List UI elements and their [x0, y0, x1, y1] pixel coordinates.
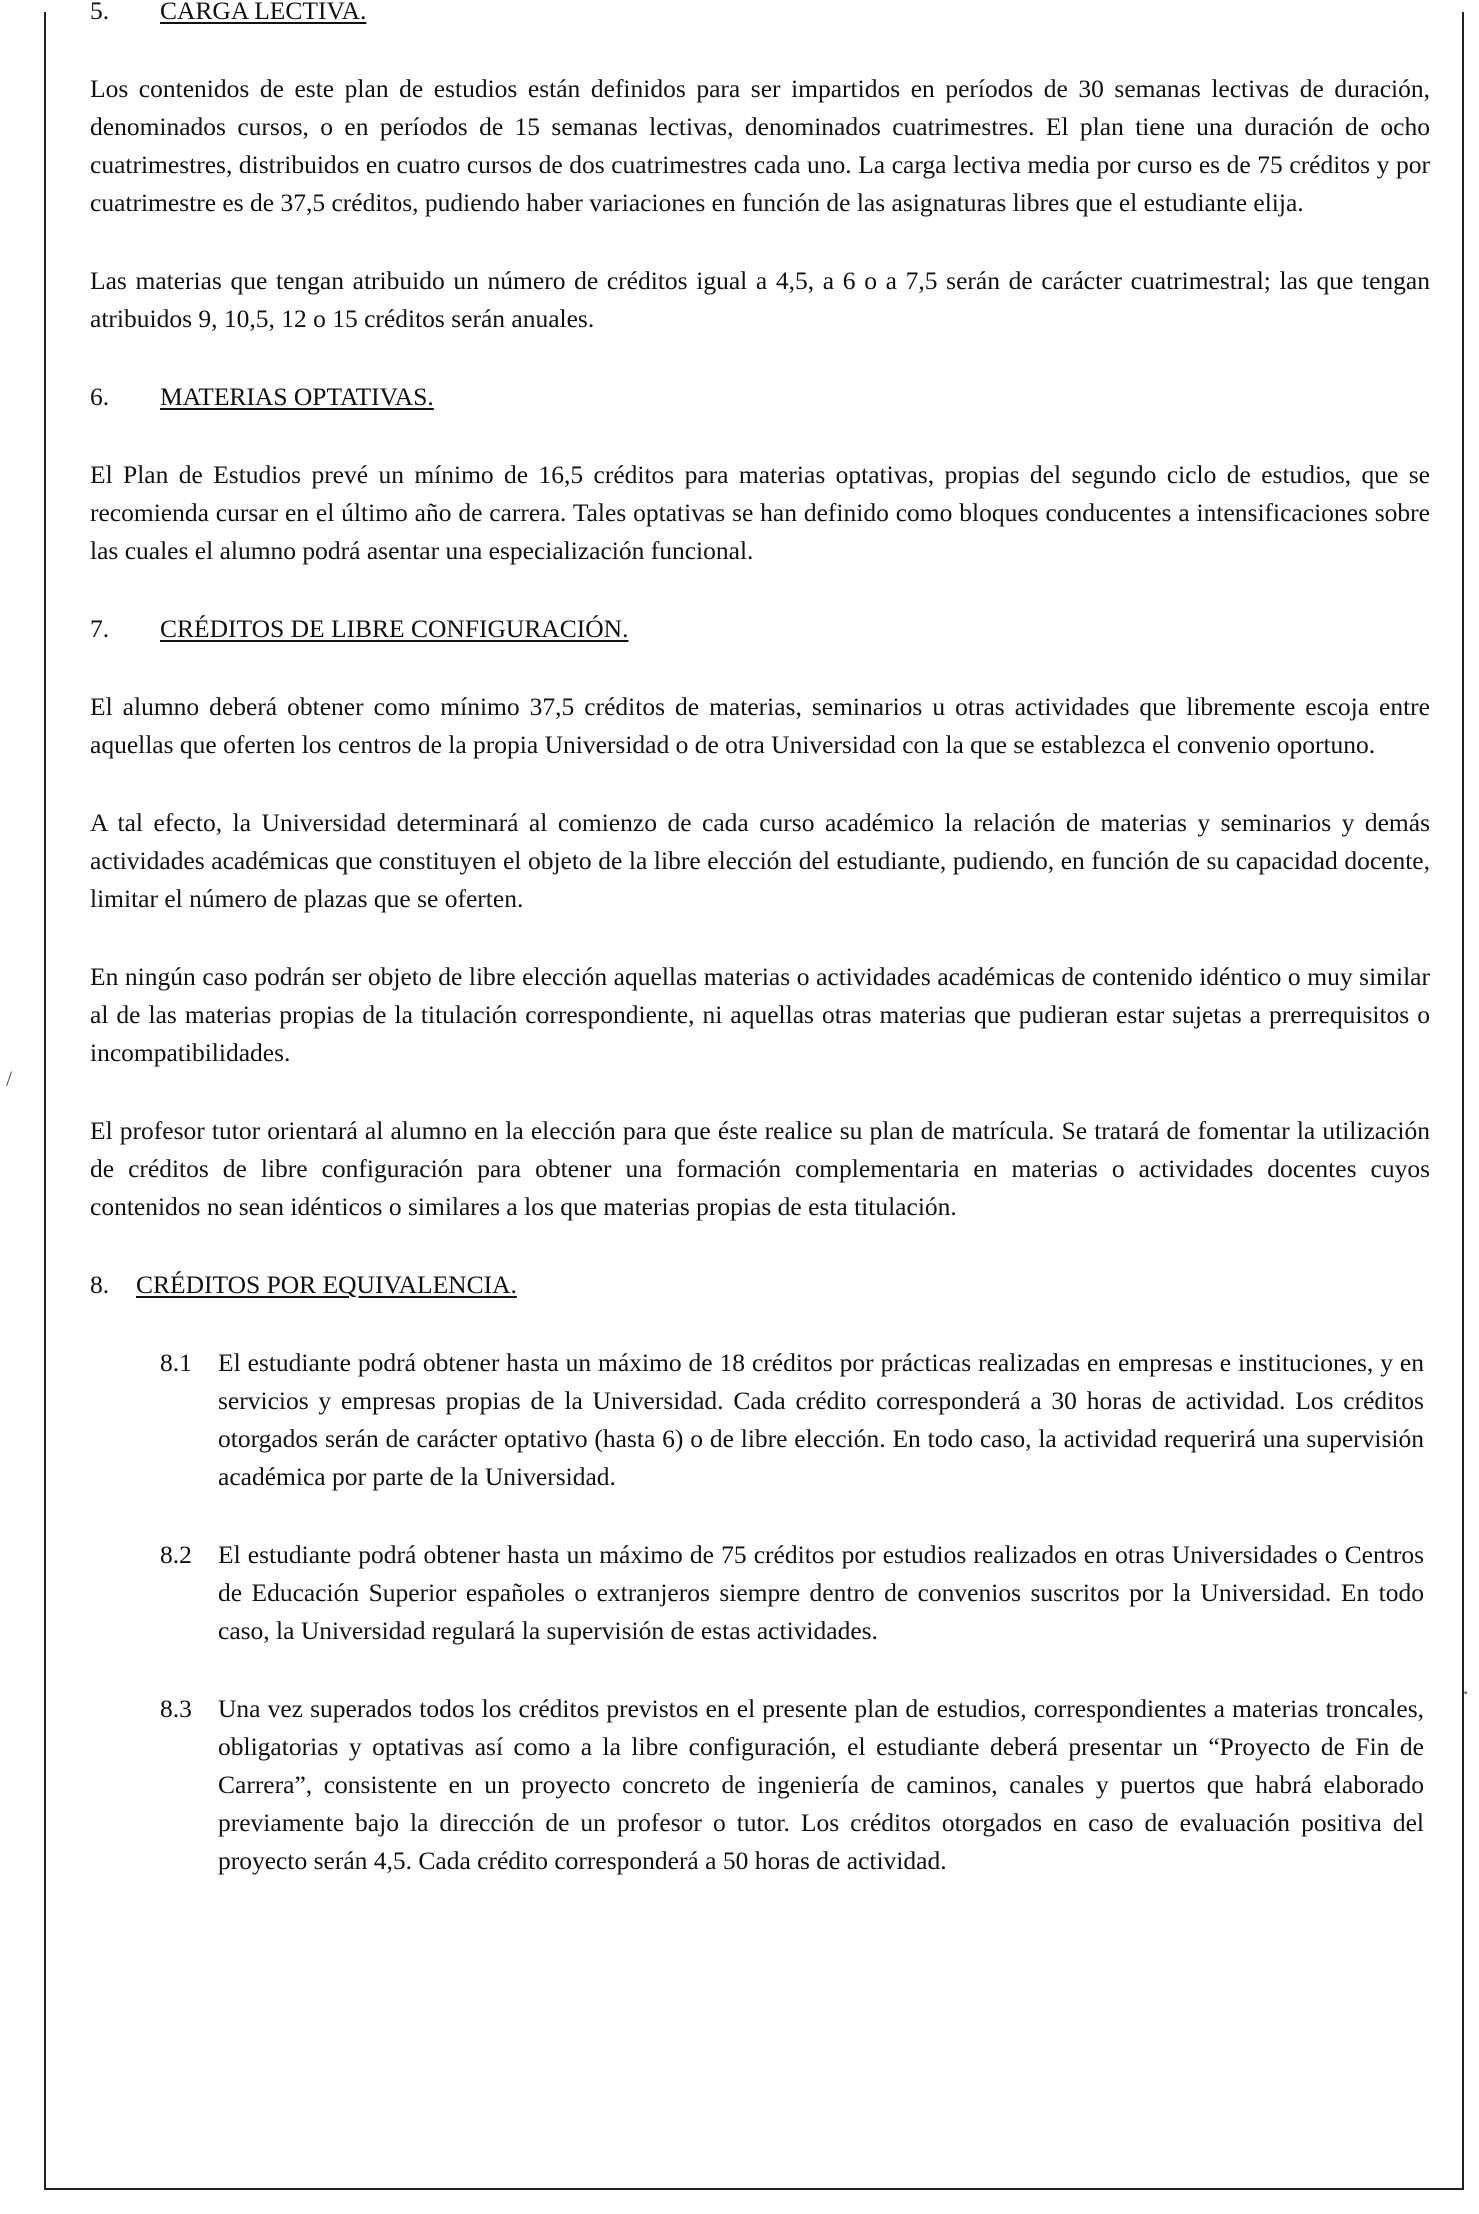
paragraph: El Plan de Estudios prevé un mínimo de 16,5 créditos para materias optativas, propias del segundo ciclo de estudios, que se recomienda cursar en el último año de carrera. Tales optativas se han definido como bloques conducentes a intensificaciones sobre las cuales el alumno podrá asentar una especialización funcional.	[90, 460, 1430, 565]
section-number: 8.	[90, 1270, 110, 1299]
section-8-heading	[90, 1266, 1430, 1304]
section-title: CARGA LECTIVA.	[160, 0, 367, 25]
subsection-number: 8.1	[160, 1348, 192, 1377]
scan-mark: ·	[1462, 1680, 1470, 1705]
paragraph: En ningún caso podrán ser objeto de libre elección aquellas materias o actividades académicas de contenido idéntico o muy similar al de las materias propias de la titulación correspondiente, ni aquellas otras materias que pudieran estar sujetas a prerrequisitos o incompatibilidades.	[90, 962, 1430, 1067]
section-title: CRÉDITOS DE LIBRE CONFIGURACIÓN.	[160, 614, 629, 643]
scan-mark: /	[6, 1066, 13, 1091]
subsection-text: El estudiante podrá obtener hasta un máximo de 18 créditos por prácticas realizadas en empresas e instituciones, y en servicios y empresas propias de la Universidad. Cada crédito corresponderá a 30 horas de actividad. Los créditos otorgados serán de carácter optativo (hasta 6) o de libre elección. En todo caso, la actividad requerirá una supervisión académica por parte de la Universidad.	[218, 1348, 1424, 1491]
paragraph: El alumno deberá obtener como mínimo 37,5 créditos de materias, seminarios u otras actividades que libremente escoja entre aquellas que oferten los centros de la propia Universidad o de otra Universidad con la que se establezca el convenio oportuno.	[90, 692, 1430, 759]
section-number: 6.	[90, 382, 110, 411]
paragraph: Las materias que tengan atribuido un número de créditos igual a 4,5, a 6 o a 7,5 serán de carácter cuatrimestral; las que tengan atribuidos 9, 10,5, 12 o 15 créditos serán anuales.	[90, 266, 1430, 333]
paragraph: Los contenidos de este plan de estudios están definidos para ser impartidos en períodos de 30 semanas lectivas de duración, denominados cursos, o en períodos de 15 semanas lectivas, denominados cuatrimestres. El plan tiene una duración de ocho cuatrimestres, distribuidos en cuatro cursos de dos cuatrimestres cada uno. La carga lectiva media por curso es de 75 créditos y por cuatrimestre es de 37,5 créditos, pudiendo haber variaciones en función de las asignaturas libres que el estudiante elija.	[90, 74, 1430, 217]
subsection-8-3	[160, 1690, 1430, 1880]
document-page	[90, 0, 1430, 1880]
section-5-heading	[90, 0, 1430, 30]
subsection-8-1	[160, 1344, 1430, 1496]
subsection-number: 8.2	[160, 1540, 192, 1569]
paragraph: El profesor tutor orientará al alumno en la elección para que éste realice su plan de matrícula. Se tratará de fomentar la utilización de créditos de libre configuración para obtener una formación complementaria en materias o actividades docentes cuyos contenidos no sean idénticos o similares a los que materias propias de esta titulación.	[90, 1116, 1430, 1221]
subsection-8-2	[160, 1536, 1430, 1650]
section-number: 7.	[90, 614, 110, 643]
section-title: MATERIAS OPTATIVAS.	[160, 382, 434, 411]
subsection-text: El estudiante podrá obtener hasta un máximo de 75 créditos por estudios realizados en otras Universidades o Centros de Educación Superior españoles o extranjeros siempre dentro de convenios suscritos por la Universidad. En todo caso, la Universidad regulará la supervisión de estas actividades.	[218, 1540, 1424, 1645]
subsection-number: 8.3	[160, 1694, 192, 1723]
section-7-heading	[90, 610, 1430, 648]
subsection-text: Una vez superados todos los créditos previstos en el presente plan de estudios, correspondientes a materias troncales, obligatorias y optativas así como a la libre configuración, el estudiante deberá presentar un “Proyecto de Fin de Carrera”, consistente en un proyecto concreto de ingeniería de caminos, canales y puertos que habrá elaborado previamente bajo la dirección de un profesor o tutor. Los créditos otorgados en caso de evaluación positiva del proyecto serán 4,5. Cada crédito corresponderá a 50 horas de actividad.	[218, 1694, 1424, 1875]
section-6-heading	[90, 378, 1430, 416]
section-number: 5.	[90, 0, 110, 25]
paragraph: A tal efecto, la Universidad determinará al comienzo de cada curso académico la relación de materias y seminarios y demás actividades académicas que constituyen el objeto de la libre elección del estudiante, pudiendo, en función de su capacidad docente, limitar el número de plazas que se oferten.	[90, 808, 1430, 913]
section-title: CRÉDITOS POR EQUIVALENCIA.	[136, 1270, 517, 1299]
